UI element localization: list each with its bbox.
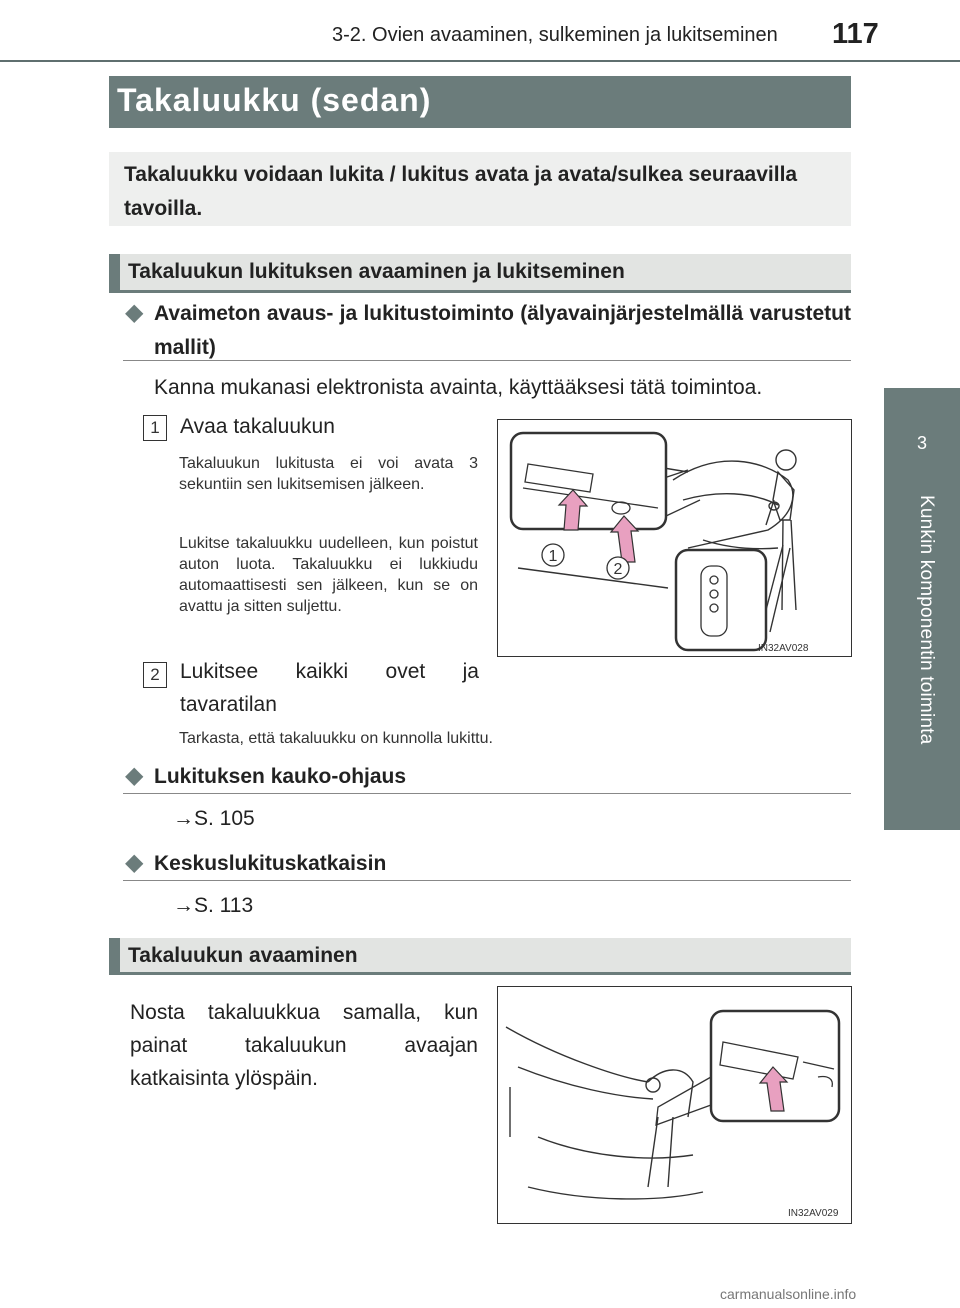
callout-number: 2 <box>613 561 623 578</box>
diamond-icon: ◆ <box>125 849 144 876</box>
figure-illustration <box>498 420 851 656</box>
figure-keyless-entry <box>497 419 852 657</box>
section-heading-accent <box>109 938 120 975</box>
chapter-title: Kunkin komponentin toiminta <box>916 495 937 745</box>
step1-label: Avaa takaluukun <box>180 415 335 438</box>
step1-note-2: Lukitse takaluukku uudelleen, kun poistut auton luota. Takaluukku ei lukkiudu automaattisesti sen jälkeen, kun se on avattu ja sitten suljettu. <box>179 535 478 615</box>
step2-label: Lukitsee kaikki ovet ja tavaratilan <box>180 660 479 716</box>
callout-switch-detail <box>511 433 666 529</box>
section-heading-accent <box>109 254 120 293</box>
step2-note: Tarkasta, että takaluukku on kunnolla lukittu. <box>179 730 493 747</box>
subheading-rule <box>123 793 851 794</box>
diamond-icon: ◆ <box>125 299 144 326</box>
page-reference-105[interactable]: →S. 105 <box>173 807 255 830</box>
chapter-number: 3 <box>916 433 927 453</box>
step-number-badge: 1 <box>143 415 167 441</box>
running-head: 3-2. Ovien avaaminen, sulkeminen ja lukitseminen <box>332 24 778 46</box>
footer-site[interactable]: carmanualsonline.info <box>720 1286 857 1302</box>
callout-number: 1 <box>548 548 558 565</box>
intro-text: Takaluukku voidaan lukita / lukitus avata ja avata/sulkea seuraavilla tavoilla. <box>124 163 798 220</box>
keyless-description: Kanna mukanasi elektronista avainta, käyttääksesi tätä toimintoa. <box>154 376 763 399</box>
step1-note-1: Takaluukun lukitusta ei voi avata 3 sekuntiin sen lukitsemisen jälkeen. <box>179 455 478 493</box>
section-heading-lock: Takaluukun lukituksen avaaminen ja lukitseminen <box>128 260 625 283</box>
diamond-icon: ◆ <box>125 762 144 789</box>
figure-trunk-opener <box>497 986 852 1224</box>
figure-illustration <box>498 987 851 1223</box>
subheading-rule <box>123 880 851 881</box>
subheading-rule <box>123 360 851 361</box>
header-rule <box>0 60 960 62</box>
figure-code: IN32AV028 <box>758 643 809 654</box>
page-reference-113[interactable]: →S. 113 <box>173 894 254 917</box>
figure-code: IN32AV029 <box>788 1208 839 1219</box>
page-title: Takaluukku (sedan) <box>117 82 432 118</box>
page-number: 117 <box>832 18 879 50</box>
subheading-remote: Lukituksen kauko-ohjaus <box>154 765 407 788</box>
subheading-keyless: Avaimeton avaus- ja lukitustoiminto (älyavainjärjestelmällä varustetut mallit) <box>154 302 851 359</box>
step-number-badge: 2 <box>143 662 167 688</box>
subheading-central-lock: Keskuslukituskatkaisin <box>154 852 387 875</box>
section-heading-open: Takaluukun avaaminen <box>128 944 358 967</box>
open-instruction: Nosta takaluukkua samalla, kun painat takaluukun avaajan katkaisinta ylöspäin. <box>130 1001 478 1090</box>
